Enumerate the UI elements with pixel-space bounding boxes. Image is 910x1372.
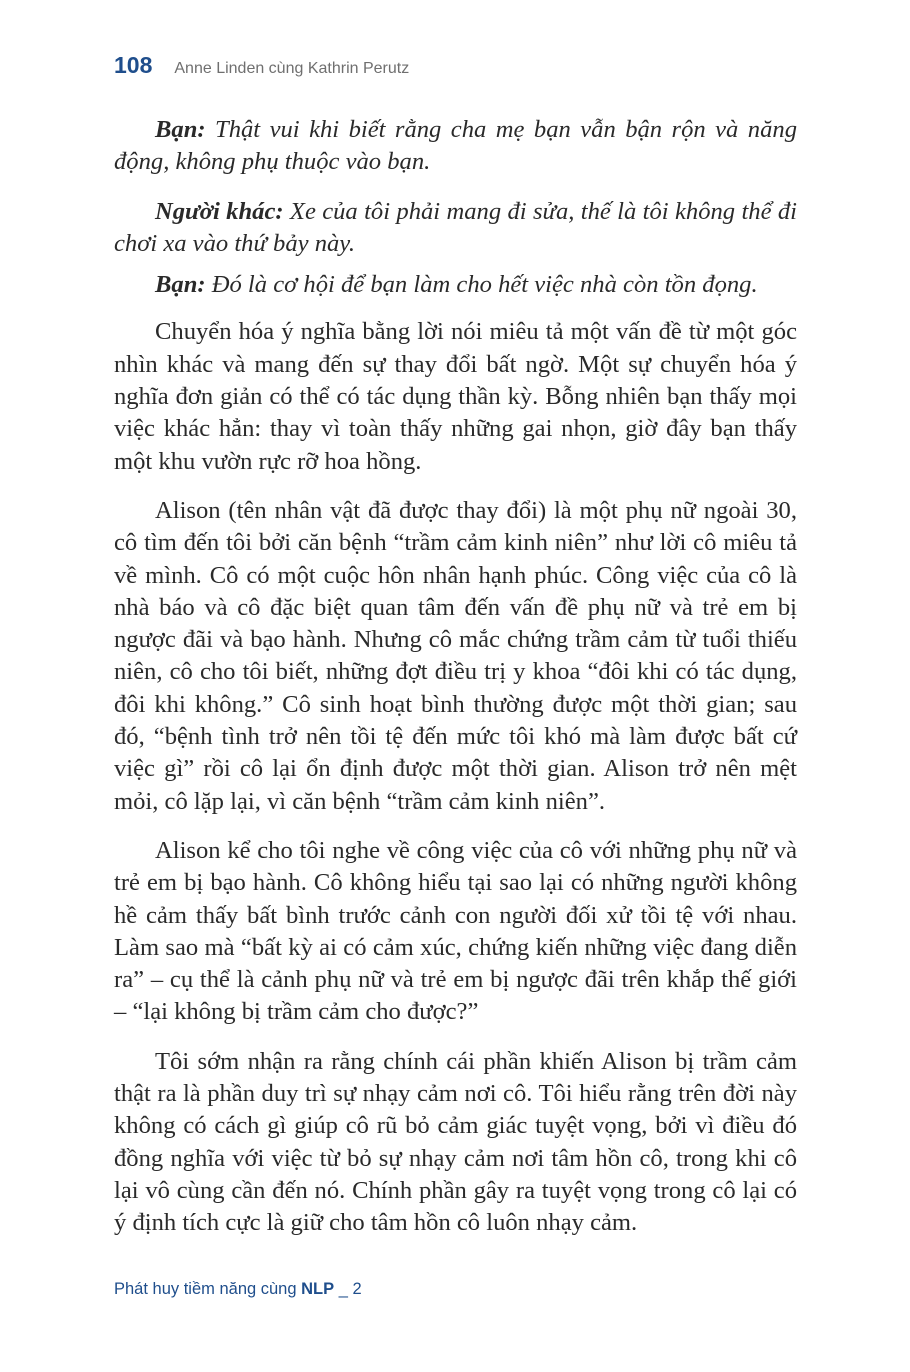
dialogue-line-2 [114, 196, 797, 261]
page-header [114, 52, 409, 86]
dialogue-speaker: Bạn: [155, 271, 206, 299]
dialogue-line-1 [114, 114, 797, 179]
page-footer [114, 1280, 362, 1299]
dialogue-text: Thật vui khi biết rằng cha mẹ bạn vẫn bận rộn và năng động, không phụ thuộc vào bạn. [114, 116, 797, 176]
page-body [114, 114, 797, 1257]
dialogue-text: Đó là cơ hội để bạn làm cho hết việc nhà còn tồn đọng. [205, 271, 758, 299]
footer-title-nlp: NLP [301, 1280, 335, 1298]
footer-title-suffix: _ 2 [334, 1280, 362, 1298]
dialogue-text: Xe của tôi phải mang đi sửa, thế là tôi không thể đi chơi xa vào thứ bảy này. [114, 197, 797, 257]
body-paragraph: Tôi sớm nhận ra rằng chính cái phần khiến Alison bị trầm cảm thật ra là phần duy trì sự nhạy cảm nơi cô. Tôi hiểu rằng trên đời này không có cách gì giúp cô rũ bỏ cảm giác tuyệt vọng, bởi vì điều đó đồng nghĩa với việc từ bỏ sự nhạy cảm nơi tâm hồn cô, trong khi cô lại vô cùng cần đến nó. Chính phần gây ra tuyệt vọng trong cô lại có ý định tích cực là giữ cho tâm hồn cô luôn nhạy cảm. [114, 1047, 797, 1237]
page-number: 108 [114, 52, 153, 78]
body-paragraph: Chuyển hóa ý nghĩa bằng lời nói miêu tả một vấn đề từ một góc nhìn khác và mang đến sự thay đổi bất ngờ. Một sự chuyển hóa ý nghĩa đơn giản có thể có tác dụng thần kỳ. Bỗng nhiên bạn thấy mọi việc khác hẳn: thay vì toàn thấy những gai nhọn, giờ đây bạn thấy một khu vườn rực rỡ hoa hồng. [114, 318, 797, 475]
footer-title-prefix: Phát huy tiềm năng cùng [114, 1280, 302, 1298]
dialogue-line-3 [114, 269, 797, 301]
body-paragraph: Alison kể cho tôi nghe về công việc của cô với những phụ nữ và trẻ em bị bạo hành. Cô không hiểu tại sao lại có những người không hề cảm thấy bất bình trước cảnh con người đối xử tồi tệ với nhau. Làm sao mà “bất kỳ ai có cảm xúc, chứng kiến những việc đang diễn ra” – cụ thể là cảnh phụ nữ và trẻ em bị ngược đãi trên khắp thế giới – “lại không bị trầm cảm cho được?” [114, 836, 797, 1026]
dialogue-speaker: Người khác: [155, 197, 284, 225]
body-paragraph: Alison (tên nhân vật đã được thay đổi) là một phụ nữ ngoài 30, cô tìm đến tôi bởi căn bệnh “trầm cảm kinh niên” như lời cô miêu tả về mình. Cô có một cuộc hôn nhân hạnh phúc. Công việc của cô là nhà báo và cô đặc biệt quan tâm đến vấn đề phụ nữ và trẻ em bị ngược đãi và bạo hành. Nhưng cô mắc chứng trầm cảm từ tuổi thiếu niên, cô cho tôi biết, những đợt điều trị y khoa “đôi khi có tác dụng, đôi khi không.” Cô sinh hoạt bình thường được một thời gian; sau đó, “bệnh tình trở nên tồi tệ đến mức tôi khó mà làm được bất cứ việc gì” rồi cô lại ổn định được một thời gian. Alison trở nên mệt mỏi, cô lặp lại, vì căn bệnh “trầm cảm kinh niên”. [114, 496, 797, 815]
running-head: Anne Linden cùng Kathrin Perutz [174, 60, 410, 77]
dialogue-speaker: Bạn: [155, 116, 206, 143]
